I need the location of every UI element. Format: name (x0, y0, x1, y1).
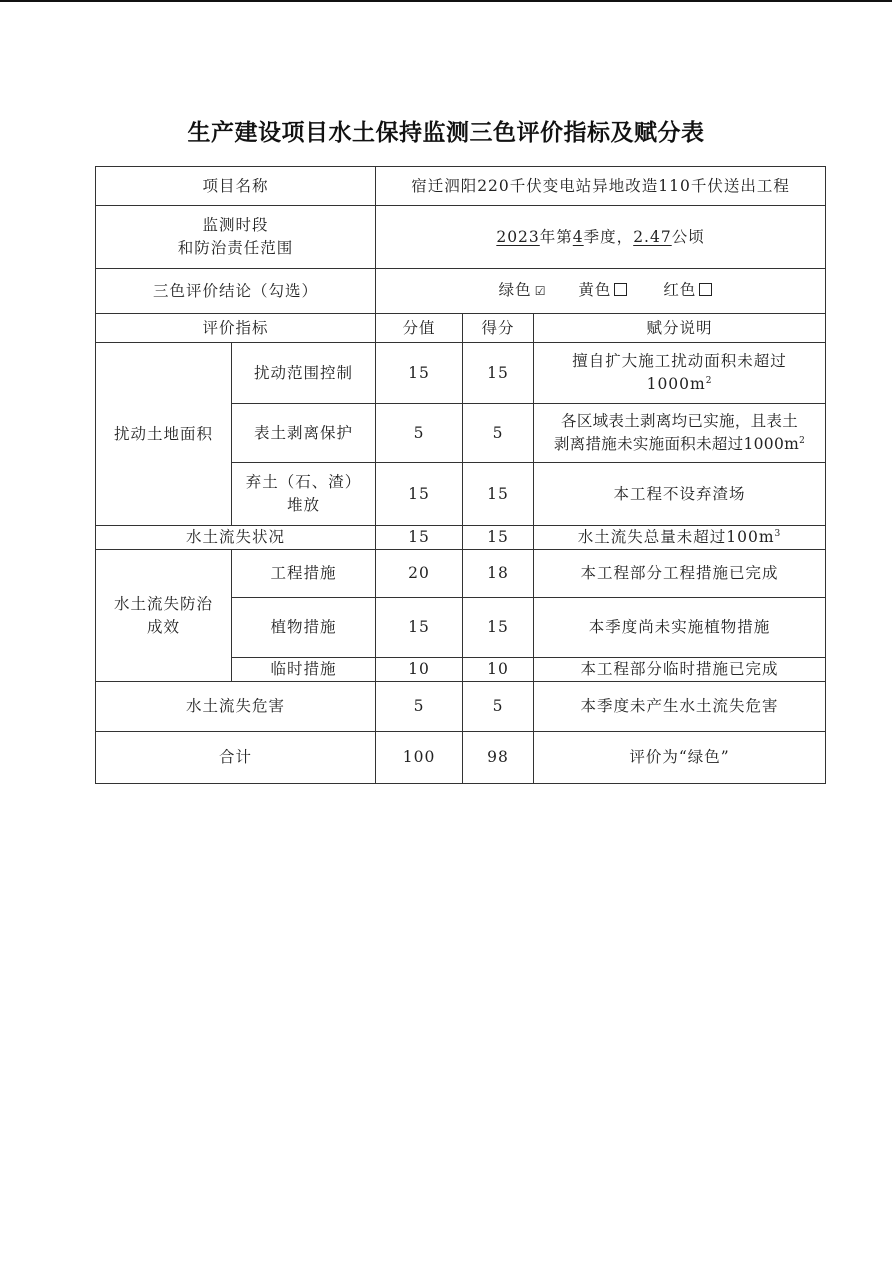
table-row-project (96, 167, 826, 206)
period-quarter-suffix: 季度， (583, 227, 634, 246)
unit-superscript: 2 (705, 375, 713, 386)
top-border-rule (0, 0, 892, 2)
total-value: 100 (376, 732, 463, 784)
header-score-value: 分值 (376, 314, 463, 343)
score-value: 15 (376, 598, 463, 658)
table-row-hazard (96, 682, 826, 732)
score-got: 10 (463, 658, 534, 682)
table-row (96, 550, 826, 598)
unit-superscript: 2 (799, 435, 806, 446)
explanation-text: 剥离措施未实施面积未超过1000m (553, 435, 800, 453)
header-explanation: 赋分说明 (534, 314, 826, 343)
total-explanation: 评价为“绿色” (534, 732, 826, 784)
group-prevention-line2: 成效 (146, 617, 180, 636)
header-indicator: 评价指标 (96, 314, 376, 343)
header-score-got: 得分 (463, 314, 534, 343)
score-value: 15 (376, 526, 463, 550)
score-value: 5 (376, 682, 463, 732)
period-area-unit: 公顷 (671, 227, 705, 246)
score-explanation: 本工程部分工程措施已完成 (534, 550, 826, 598)
score-got: 15 (463, 463, 534, 526)
period-value (376, 206, 826, 269)
explanation-text: 水土流失总量未超过100m (577, 528, 775, 546)
option-red-label: 红色 (663, 281, 697, 299)
group-prevention (96, 550, 232, 682)
indicator-item: 扰动范围控制 (232, 343, 376, 404)
indicator-item: 植物措施 (232, 598, 376, 658)
total-label: 合计 (96, 732, 376, 784)
option-yellow-label: 黄色 (578, 281, 612, 299)
score-explanation: 本工程不设弃渣场 (534, 463, 826, 526)
indicator-item: 临时措施 (232, 658, 376, 682)
indicator-item: 表土剥离保护 (232, 404, 376, 463)
score-explanation (534, 404, 826, 463)
score-explanation: 本季度未产生水土流失危害 (534, 682, 826, 732)
explanation-line1: 擅自扩大施工扰动面积未超过 (572, 352, 787, 370)
conclusion-label: 三色评价结论（勾选） (96, 269, 376, 314)
explanation-text: 1000m (646, 375, 706, 393)
indicator-item: 水土流失状况 (96, 526, 376, 550)
conclusion-options (376, 269, 826, 314)
group-prevention-line1: 水土流失防治 (113, 594, 213, 613)
group-disturbance: 扰动土地面积 (96, 343, 232, 526)
page-title: 生产建设项目水土保持监测三色评价指标及赋分表 (187, 120, 705, 146)
table-row-total (96, 732, 826, 784)
green-checkbox-checked-icon[interactable]: ☑ (534, 284, 547, 298)
score-explanation (534, 526, 826, 550)
option-green-label: 绿色 (498, 281, 532, 299)
table-row-period (96, 206, 826, 269)
period-year-suffix: 年第 (539, 227, 573, 246)
table-row-conclusion (96, 269, 826, 314)
period-area: 2.47 (633, 227, 672, 246)
evaluation-table (95, 166, 826, 784)
indicator-item: 工程措施 (232, 550, 376, 598)
table-row-soil-loss (96, 526, 826, 550)
score-value: 10 (376, 658, 463, 682)
indicator-item-line1: 弃土（石、渣） (245, 473, 362, 491)
period-label-line1: 监测时段 (202, 216, 269, 234)
explanation-line2 (538, 433, 821, 456)
score-value: 5 (376, 404, 463, 463)
project-label: 项目名称 (96, 167, 376, 206)
explanation-line1: 各区域表土剥离均已实施，且表土 (561, 412, 799, 430)
period-label-line2: 和防治责任范围 (177, 239, 294, 257)
indicator-item (232, 463, 376, 526)
score-explanation (534, 343, 826, 404)
table-row (96, 343, 826, 404)
yellow-checkbox-icon[interactable] (614, 283, 627, 296)
unit-superscript: 3 (774, 528, 782, 539)
score-got: 15 (463, 343, 534, 404)
indicator-item-line2: 堆放 (287, 496, 321, 514)
project-value: 宿迁泗阳220千伏变电站异地改造110千伏送出工程 (376, 167, 826, 206)
period-quarter: 4 (572, 227, 584, 246)
explanation-line2 (538, 373, 821, 396)
red-checkbox-icon[interactable] (699, 283, 712, 296)
score-explanation: 本季度尚未实施植物措施 (534, 598, 826, 658)
score-value: 15 (376, 343, 463, 404)
score-got: 15 (463, 526, 534, 550)
indicator-item: 水土流失危害 (96, 682, 376, 732)
score-value: 15 (376, 463, 463, 526)
score-explanation: 本工程部分临时措施已完成 (534, 658, 826, 682)
score-got: 5 (463, 404, 534, 463)
table-header-row (96, 314, 826, 343)
total-score: 98 (463, 732, 534, 784)
score-got: 5 (463, 682, 534, 732)
period-year: 2023 (496, 227, 540, 246)
period-label (96, 206, 376, 269)
score-got: 15 (463, 598, 534, 658)
score-value: 20 (376, 550, 463, 598)
score-got: 18 (463, 550, 534, 598)
